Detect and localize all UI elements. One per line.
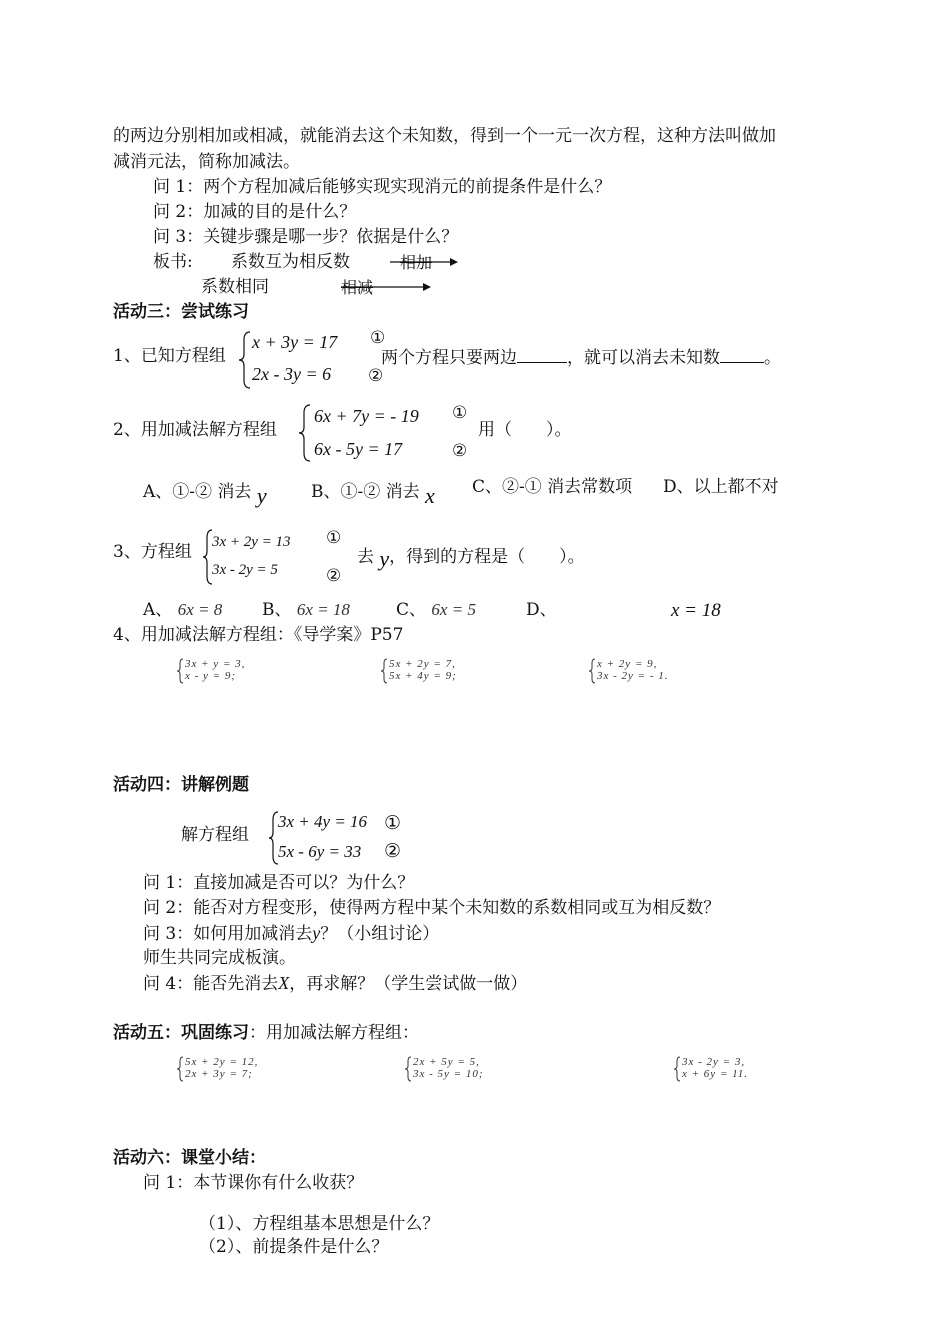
left-brace-icon: [176, 658, 184, 684]
question-1: 问 1：两个方程加减后能够实现实现消元的前提条件是什么？: [153, 177, 612, 197]
board-item-1: 系数互为相反数: [231, 252, 350, 272]
equation-system: 2x + 5y = 5, 3x - 5y = 10;: [404, 1056, 554, 1082]
var-y: y: [312, 923, 321, 943]
equation-system: x + 2y = 9, 3x - 2y = - 1.: [588, 658, 748, 684]
board-label: 板书:: [153, 252, 193, 272]
left-brace-icon: [673, 1056, 681, 1082]
a3-q1-text: [381, 346, 781, 368]
a4-q3-note: 师生共同完成板演。: [143, 948, 296, 968]
left-brace-icon: [380, 658, 388, 684]
a4-q3: 问 3：如何用加减消去y？（小组讨论）: [143, 923, 440, 944]
activity-5-header: [113, 1023, 419, 1043]
equation-1: 3x + 2y = 13: [212, 534, 291, 550]
intro-line-2: 减消元法，简称加减法。: [113, 152, 300, 172]
left-brace-icon: [238, 330, 252, 390]
a4-q2: 问 2：能否对方程变形，使得两方程中某个未知数的系数相同或互为相反数？: [143, 898, 721, 918]
q3-option-d: D、: [526, 600, 557, 620]
var-y: y: [256, 483, 267, 508]
a6-sub-1: （1）、方程组基本思想是什么？: [199, 1214, 440, 1234]
equation-2: 2x - 3y = 6: [252, 364, 332, 384]
q3-option-d-equation: x = 18: [671, 600, 721, 621]
equation-2: 3x - 2y = 5: [212, 562, 278, 578]
equation-system: [268, 810, 418, 866]
q3-option-a: A、 6x = 8: [143, 600, 223, 620]
left-brace-icon: [298, 403, 312, 463]
activity-5-subtitle: ：用加减法解方程组：: [249, 1023, 419, 1043]
question-2: 问 2：加减的目的是什么？: [153, 202, 357, 222]
equation-system: 3x + y = 3, x - y = 9;: [176, 658, 316, 684]
equation-system: 3x - 2y = 3, x + 6y = 11.: [673, 1056, 823, 1082]
arrow-right-icon: [341, 280, 433, 294]
marker-2: ②: [452, 441, 468, 461]
a4-q4: 问 4：能否先消去X，再求解？（学生尝试做一做）: [143, 973, 528, 994]
activity-3-title: 活动三：尝试练习: [113, 302, 249, 322]
option-b: B、①-② 消去 x: [311, 482, 435, 508]
equation-system: [202, 528, 352, 586]
var-x: X: [278, 973, 290, 993]
board-op-2: 相减: [341, 278, 374, 297]
board-item-2: 系数相同: [201, 277, 269, 297]
equation-2: 5x - 6y = 33: [278, 842, 362, 861]
intro-line-1: 的两边分别相加或相减，就能消去这个未知数，得到一个一元一次方程，这种方法叫做加: [113, 126, 776, 146]
equation-system: 5x + 2y = 12, 2x + 3y = 7;: [176, 1056, 326, 1082]
activity-5-title: 活动五：巩固练习: [113, 1023, 249, 1043]
equation-1: 6x + 7y = - 19: [314, 406, 419, 426]
left-brace-icon: [404, 1056, 412, 1082]
a3-q1-mid2: ，就可以消去未知数: [567, 348, 720, 368]
left-brace-icon: [588, 658, 596, 684]
option-d: D、以上都不对: [663, 477, 779, 497]
equation-1: 3x + 4y = 16: [278, 812, 368, 831]
activity-4-title: 活动四：讲解例题: [113, 775, 249, 795]
q3-option-c: C、 6x = 5: [396, 600, 476, 620]
q3-option-b: B、 6x = 18: [262, 600, 350, 620]
question-3: 问 3：关键步骤是哪一步？依据是什么？: [153, 227, 459, 247]
var-x: x: [425, 483, 435, 508]
equation-system: 5x + 2y = 7, 5x + 4y = 9;: [380, 658, 530, 684]
a4-prefix: 解方程组: [181, 825, 249, 845]
marker-1: ①: [326, 528, 342, 548]
a3-q2-suffix: 用（ ）。: [478, 420, 572, 440]
left-brace-icon: [176, 1056, 184, 1082]
board-op-1: 相加: [400, 253, 433, 272]
a3-q3-mid: 去 y，得到的方程是（ ）。: [357, 546, 585, 571]
marker-1: ①: [452, 403, 468, 423]
equation-system: [298, 403, 478, 463]
marker-2: ②: [326, 566, 342, 586]
option-c: C、②-① 消去常数项: [472, 477, 633, 497]
var-y: y: [379, 546, 390, 571]
a6-sub-2: （2）、前提条件是什么？: [199, 1237, 389, 1257]
marker-1: ①: [384, 812, 402, 834]
marker-1: ①: [370, 328, 386, 348]
a6-q1: 问 1：本节课你有什么收获？: [143, 1173, 364, 1193]
answer-blank-1[interactable]: [517, 346, 567, 363]
a3-q2-prefix: 2、用加减法解方程组: [113, 420, 277, 440]
a3-q1-end: 。: [764, 348, 781, 368]
equation-1: x + 3y = 17: [252, 332, 338, 352]
option-a: A、①-② 消去 y: [143, 482, 267, 508]
activity-6-title: 活动六：课堂小结：: [113, 1148, 266, 1168]
arrow-right-icon: [390, 255, 460, 269]
a3-q1-mid: 两个方程只要两边: [381, 348, 517, 368]
a3-q3-prefix: 3、方程组: [113, 542, 192, 562]
a3-q1-prefix: 1、已知方程组: [113, 346, 226, 366]
marker-2: ②: [368, 366, 384, 386]
equation-system: [238, 330, 388, 390]
a3-q4: 4、用加减法解方程组：《导学案》P57: [113, 625, 404, 645]
answer-blank-2[interactable]: [720, 346, 764, 363]
a4-q1: 问 1：直接加减是否可以？为什么？: [143, 873, 415, 893]
equation-2: 6x - 5y = 17: [314, 439, 403, 459]
marker-2: ②: [384, 840, 402, 862]
